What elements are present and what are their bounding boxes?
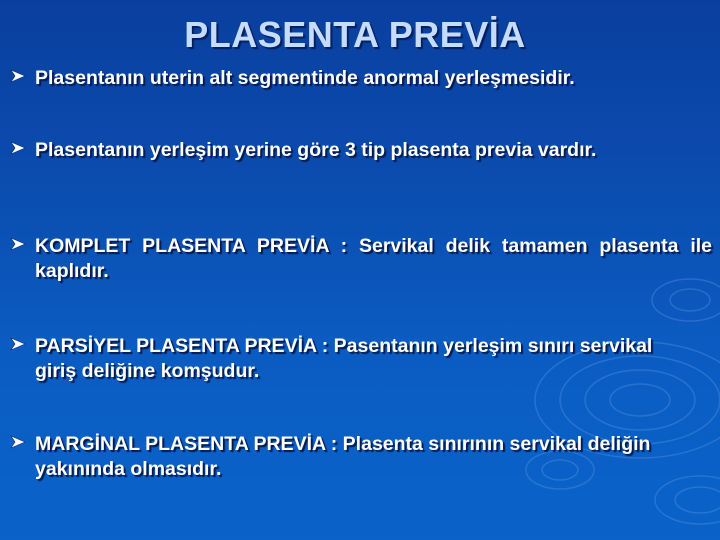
bullet-text: PARSİYEL PLASENTA PREVİA : Pasentanın yerleşim sınırı servikal giriş deliğine komşudur. <box>35 335 653 382</box>
arrow-bullet-icon <box>10 435 26 449</box>
slide-title: PLASENTA PREVİA <box>184 14 526 55</box>
arrow-bullet-icon <box>10 141 26 155</box>
bullet-item <box>8 138 712 163</box>
bullet-text: KOMPLET PLASENTA PREVİA : Servikal delik tamamen plasenta ile kaplıdır. <box>35 235 712 282</box>
bullet-item <box>8 334 712 384</box>
arrow-bullet-icon <box>10 337 26 351</box>
bullet-item <box>8 66 712 91</box>
bullet-text: Plasentanın uterin alt segmentinde anormal yerleşmesidir. <box>35 67 575 89</box>
arrow-bullet-icon <box>10 69 26 83</box>
bullet-item <box>8 234 712 284</box>
arrow-bullet-icon <box>10 237 26 251</box>
bullet-item <box>8 432 712 482</box>
bullet-text: MARGİNAL PLASENTA PREVİA : Plasenta sınırının servikal deliğin yakınında olmasıdır. <box>35 433 651 480</box>
bullet-text: Plasentanın yerleşim yerine göre 3 tip plasenta previa vardır. <box>35 139 597 161</box>
